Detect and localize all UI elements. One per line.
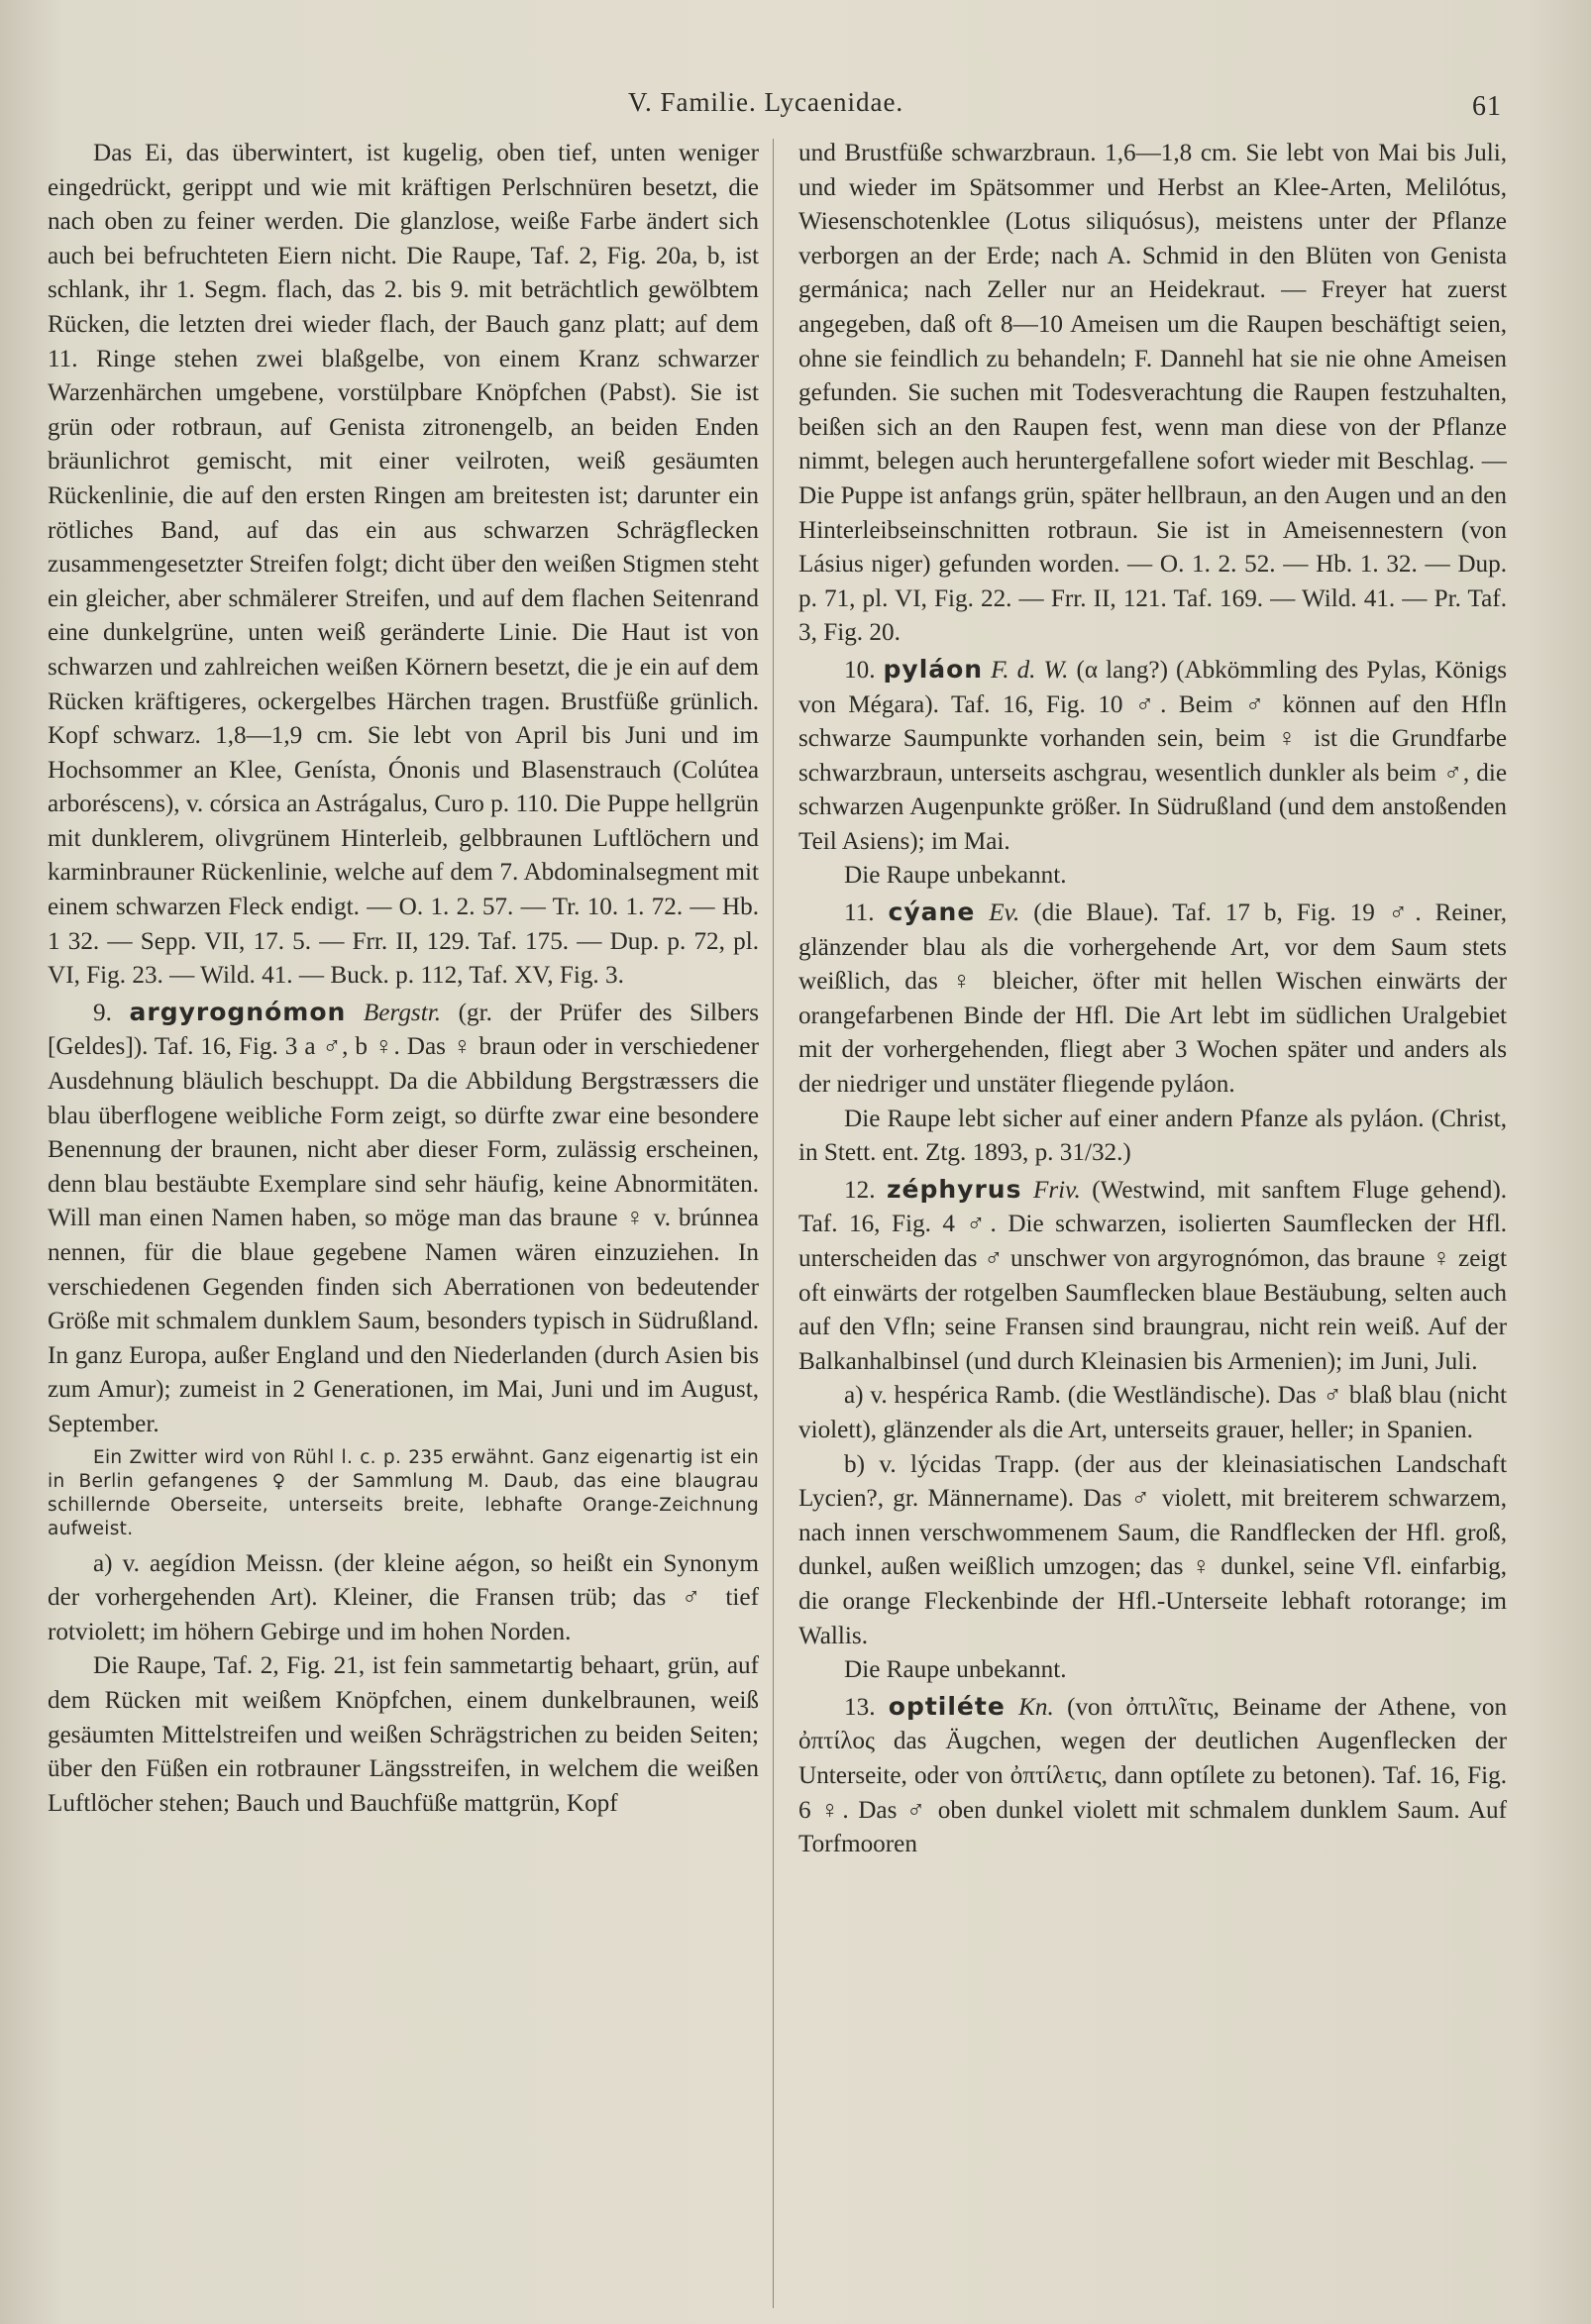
species-name: argyrognómon bbox=[129, 997, 347, 1026]
species-name: pyláon bbox=[883, 654, 984, 684]
right-column bbox=[798, 137, 1507, 2286]
footnote-small-print: Ein Zwitter wird von Rühl l. c. p. 235 erwähnt. Ganz eigenartig ist ein in Berlin gefangenes ♀ der Sammlung M. Daub, das eine blaugrau schillernde Oberseite, unterseits breite, lebhafte Orange-Zeichnung aufweist. bbox=[48, 1446, 759, 1539]
species-text: (von ὀπτιλῖτις, Beiname der Athene, von ὀπτίλος das Äugchen, wegen der deutlichen Augenflecken der Unterseite, oder von ὀπτίλετις, dann optílete zu betonen). Taf. 16, Fig. 6 ♀. Das ♂ oben dunkel violett mit schmalem dunklem Saum. Auf Torfmooren bbox=[798, 1693, 1507, 1858]
species-number: 12. bbox=[844, 1176, 876, 1204]
larva-note-11: Die Raupe lebt sicher auf einer andern Pfanze als pyláon. (Christ, in Stett. ent. Ztg. 1893, p. 31/32.) bbox=[798, 1105, 1507, 1167]
running-header bbox=[0, 87, 1591, 127]
species-entry-12 bbox=[798, 1173, 1507, 1380]
variety-b-lycidas: b) v. lýcidas Trapp. (der aus der kleinasiatischen Landschaft Lycien?, gr. Männername). Das ♂ violett, mit breiterem schwarzem, nach innen verschwommenem Saum, die Randflecken der Hfl. groß, dunkel, außen weißlich umzogen; das ♀ dunkel, seine Vfl. einfarbig, die orange Fleckenbinde der Hfl.-Unterseite lebhaft rotorange; im Wallis. bbox=[798, 1450, 1507, 1649]
species-name: optiléte bbox=[888, 1691, 1006, 1721]
species-entry-9 bbox=[48, 996, 759, 1442]
species-number: 9. bbox=[93, 999, 112, 1026]
species-name: zéphyrus bbox=[886, 1174, 1022, 1204]
species-number: 10. bbox=[844, 656, 876, 684]
egg-larva-description: Das Ei, das überwintert, ist kugelig, oben tief, unten weniger eingedrückt, gerippt und wie mit kräftigen Perlschnüren besetzt, die nach oben zu feiner werden. Die glanzlose, weiße Farbe ändert sich auch bei befruchteten Eiern nicht. Die Raupe, Taf. 2, Fig. 20a, b, ist schlank, ihr 1. Segm. flach, das 2. bis 9. mit beträchtlich gewölbtem Rücken, die letzten drei wieder flach, der Bauch ganz platt; auf dem 11. Ringe stehen zwei blaßgelbe, von einem Kranz schwarzer Warzenhärchen umgebene, vorstülpbare Knöpfchen (Pabst). Sie ist grün oder rotbraun, auf Genista zitronengelb, an beiden Enden bräunlichrot gemischt, mit einer veilroten, weiß gesäumten Rückenlinie, die auf den ersten Ringen am breitesten ist; darunter ein rötliches Band, auf das ein aus schwarzen Schrägflecken zusammengesetzter Streifen folgt; dicht über den weißen Stigmen steht ein gleicher, aber schmälerer Streifen, und auf dem flachen Seitenrand eine dunkelgrüne, unten weiß geränderte Linie. Die Haut ist von schwarzen und zahlreichen weißen Körnern besetzt, die je ein auf dem Rücken kräftigeres, ockergelbes Härchen tragen. Brustfüße grünlich. Kopf schwarz. 1,8—1,9 cm. Sie lebt von April bis Juni und im Hochsommer an Klee, Genísta, Ónonis und Blasenstrauch (Colútea arboréscens), v. córsica an Astrágalus, Curo p. 110. Die Puppe hellgrün mit dunklerem, olivgrünem Hinterleib, gelbbraunen Luftlöchern und karminbrauner Rückenlinie, welche auf dem 7. Abdominalsegment mit einem schwarzen Fleck endigt. — O. 1. 2. 57. — Tr. 10. 1. 72. — Hb. 1 32. — Sepp. VII, 17. 5. — Frr. II, 129. Taf. 175. — Dup. p. 72, pl. VI, Fig. 23. — Wild. 41. — Buck. p. 112, Taf. XV, Fig. 3. bbox=[48, 140, 759, 990]
larva-paragraph: Die Raupe, Taf. 2, Fig. 21, ist fein sammetartig behaart, grün, auf dem Rücken mit weißem Knöpfchen, einem dunkelbraunen, weiß gesäumten Mittelstreifen und weißen Schrägstrichen zu beiden Seiten; über den Füßen ein rotbrauner Längsstreifen, in welchem die weißen Luftlöcher stehen; Bauch und Bauchfüße mattgrün, Kopf bbox=[48, 1652, 759, 1817]
species-entry-11 bbox=[798, 896, 1507, 1103]
species-author: Bergstr. bbox=[363, 999, 442, 1026]
family-heading: V. Familie. Lycaenidae. bbox=[628, 87, 904, 117]
species-text: (Westwind, mit sanftem Fluge gehend). Taf. 16, Fig. 4 ♂. Die schwarzen, isolierten Saumflecken der Hfl. unterscheiden das ♂ unschwer von argyrognómon, das braune ♀ zeigt oft einwärts der rotgelben Saumflecken blaue Bestäubung, selten auch auf den Vfln; seine Fransen sind braungrau, nicht rein weiß. Auf der Balkanhalbinsel (und durch Kleinasien bis Armenien); im Juni, Juli. bbox=[798, 1176, 1507, 1375]
species-author: F. d. W. bbox=[991, 656, 1069, 684]
variety-a-hesperica: a) v. hespérica Ramb. (die Westländische). Das ♂ blaß blau (nicht violett), glänzender als die Art, unterseits grauer, heller; in Spanien. bbox=[798, 1382, 1507, 1443]
species-entry-13 bbox=[798, 1690, 1507, 1862]
page-number: 61 bbox=[1472, 91, 1502, 122]
species-number: 13. bbox=[844, 1693, 876, 1721]
larva-unknown-10: Die Raupe unbekannt. bbox=[844, 862, 1067, 890]
species-number: 11. bbox=[844, 899, 875, 927]
column-divider bbox=[773, 139, 774, 2308]
continued-paragraph: und Brustfüße schwarzbraun. 1,6—1,8 cm. Sie lebt von Mai bis Juli, und wieder im Spätsommer und Herbst an Klee-Arten, Melilótus, Wiesenschotenklee (Lotus siliquósus), meistens unter der Pflanze verborgen an der Erde; nach A. Schmid in den Blüten von Genista germánica; nach Zeller nur an Heidekraut. — Freyer hat zuerst angegeben, daß oft 8—10 Ameisen um die Raupen beschäftigt seien, ohne sie feindlich zu behandeln; F. Dannehl hat sie nie ohne Ameisen gefunden. Sie suchen mit Todesverachtung die Raupen festzuhalten, beißen sich an den Raupen fest, wenn man diese von der Pflanze nimmt, belegen auch heruntergefallene sofort wieder mit Beschlag. — Die Puppe ist anfangs grün, später hellbraun, an den Augen und an den Hinterleibseinschnitten rotbraun. Sie ist in Ameisennestern (von Lásius niger) gefunden worden. — O. 1. 2. 52. — Hb. 1. 32. — Dup. p. 71, pl. VI, Fig. 22. — Frr. II, 121. Taf. 169. — Wild. 41. — Pr. Taf. 3, Fig. 20. bbox=[798, 140, 1507, 647]
species-text: (α lang?) (Abkömmling des Pylas, Königs von Mégara). Taf. 16, Fig. 10 ♂. Beim ♂ können auf den Hfln schwarze Saumpunkte vorhanden sein, beim ♀ ist die Grundfarbe schwarzbraun, unterseits aschgrau, wesentlich dunkler als beim ♂, die schwarzen Augenpunkte größer. In Südrußland (und dem anstoßenden Teil Asiens); im Mai. bbox=[798, 656, 1507, 855]
species-author: Friv. bbox=[1032, 1176, 1081, 1204]
variety-a-aegidion: a) v. aegídion Meissn. (der kleine aégon, so heißt ein Synonym der vorhergehenden Art). Kleiner, die Fransen trüb; das ♂ tief rotviolett; im höhern Gebirge und im hohen Norden. bbox=[48, 1549, 759, 1645]
species-name: cýane bbox=[888, 898, 976, 927]
species-author: Kn. bbox=[1018, 1693, 1054, 1721]
species-author: Ev. bbox=[989, 899, 1020, 927]
species-text: (gr. der Prüfer des Silbers [Geldes]). Taf. 16, Fig. 3 a ♂, b ♀. Das ♀ braun oder in verschiedener Ausdehnung bläulich beschuppt. Da die Abbildung Bergstræssers die blau überflogene weibliche Form zeigt, so dürfte zwar eine besondere Benennung der braunen, nicht aber dieser Form, zulässig erscheinen, denn blau bestäubte Exemplare sind sehr häufig, keine Abnormitäten. Will man einen Namen haben, so möge man das braune ♀ v. brúnnea nennen, für die blaue gegebene Namen wären einzuziehen. In verschiedenen Gegenden finden sich Aberrationen von bedeutender Größe mit schmalem dunklem Saum, besonders typisch in Südrußland. In ganz Europa, außer England und den Niederlanden (durch Asien bis zum Amur); zumeist in 2 Generationen, im Mai, Juni und im August, September. bbox=[48, 999, 759, 1437]
species-entry-10 bbox=[798, 653, 1507, 860]
larva-unknown-12: Die Raupe unbekannt. bbox=[844, 1656, 1067, 1684]
left-column bbox=[48, 137, 759, 2286]
species-text: (die Blaue). Taf. 17 b, Fig. 19 ♂. Reiner, glänzender blau als die vorhergehende Art, vor dem Saum stets weißlich, das ♀ bleicher, öfter mit hellen Wischen einwärts der orangefarbenen Binde der Hfl. Die Art lebt im südlichen Uralgebiet mit der vorhergehenden, fliegt aber 3 Wochen später und anders als der niedriger und unstäter fliegende pyláon. bbox=[798, 899, 1507, 1099]
